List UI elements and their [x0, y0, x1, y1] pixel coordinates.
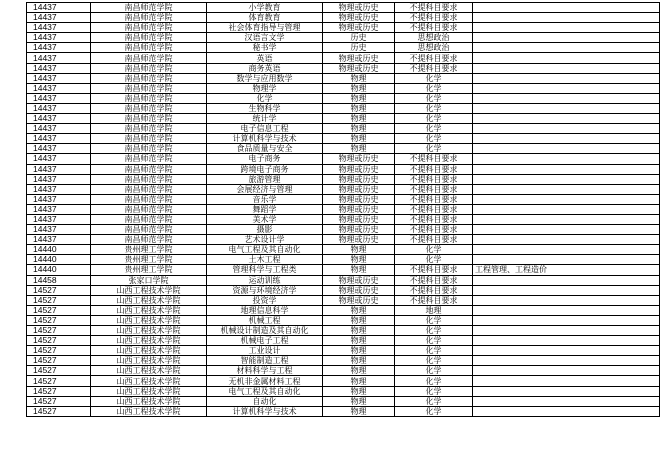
elective-requirement-cell: 不提科目要求	[395, 23, 473, 33]
elective-requirement-cell: 不提科目要求	[395, 13, 473, 23]
major-name-cell: 电气工程及其自动化	[207, 386, 323, 396]
institution-code-cell: 14437	[27, 73, 91, 83]
major-name-cell: 电气工程及其自动化	[207, 245, 323, 255]
school-name-cell: 张家口学院	[91, 275, 207, 285]
included-majors-cell	[473, 134, 660, 144]
elective-requirement-cell: 化学	[395, 346, 473, 356]
primary-subject-cell: 物理	[323, 356, 395, 366]
institution-code-cell: 14527	[27, 366, 91, 376]
institution-code-cell: 14437	[27, 225, 91, 235]
elective-requirement-cell: 化学	[395, 356, 473, 366]
school-name-cell: 山西工程技术学院	[91, 366, 207, 376]
primary-subject-cell: 物理	[323, 265, 395, 275]
table-row	[27, 204, 660, 214]
table-row	[27, 406, 660, 416]
included-majors-cell	[473, 93, 660, 103]
school-name-cell: 南昌师范学院	[91, 73, 207, 83]
major-name-cell: 计算机科学与技术	[207, 406, 323, 416]
major-name-cell: 机械工程	[207, 315, 323, 325]
elective-requirement-cell: 化学	[395, 73, 473, 83]
institution-code-cell: 14527	[27, 406, 91, 416]
institution-code-cell: 14437	[27, 33, 91, 43]
major-name-cell: 秘书学	[207, 43, 323, 53]
school-name-cell: 贵州理工学院	[91, 245, 207, 255]
included-majors-cell	[473, 33, 660, 43]
primary-subject-cell: 物理	[323, 103, 395, 113]
elective-requirement-cell: 化学	[395, 366, 473, 376]
school-name-cell: 南昌师范学院	[91, 184, 207, 194]
table-row	[27, 265, 660, 275]
major-name-cell: 土木工程	[207, 255, 323, 265]
major-name-cell: 物理学	[207, 83, 323, 93]
elective-requirement-cell: 化学	[395, 326, 473, 336]
elective-requirement-cell: 不提科目要求	[395, 225, 473, 235]
elective-requirement-cell: 不提科目要求	[395, 214, 473, 224]
school-name-cell: 南昌师范学院	[91, 225, 207, 235]
elective-requirement-cell: 思想政治	[395, 33, 473, 43]
school-name-cell: 南昌师范学院	[91, 23, 207, 33]
school-name-cell: 山西工程技术学院	[91, 336, 207, 346]
institution-code-cell: 14437	[27, 3, 91, 13]
institution-code-cell: 14437	[27, 214, 91, 224]
major-name-cell: 汉语言文学	[207, 33, 323, 43]
elective-requirement-cell: 化学	[395, 114, 473, 124]
institution-code-cell: 14527	[27, 305, 91, 315]
table-row	[27, 235, 660, 245]
major-name-cell: 体育教育	[207, 13, 323, 23]
institution-code-cell: 14437	[27, 194, 91, 204]
included-majors-cell	[473, 174, 660, 184]
major-name-cell: 电子信息工程	[207, 124, 323, 134]
institution-code-cell: 14527	[27, 295, 91, 305]
table-row	[27, 23, 660, 33]
table-row	[27, 356, 660, 366]
major-name-cell: 商务英语	[207, 63, 323, 73]
elective-requirement-cell: 化学	[395, 406, 473, 416]
included-majors-cell	[473, 43, 660, 53]
table-row	[27, 134, 660, 144]
elective-requirement-cell: 不提科目要求	[395, 194, 473, 204]
elective-requirement-cell: 化学	[395, 144, 473, 154]
elective-requirement-cell: 不提科目要求	[395, 164, 473, 174]
primary-subject-cell: 物理或历史	[323, 235, 395, 245]
institution-code-cell: 14527	[27, 315, 91, 325]
table-row	[27, 154, 660, 164]
included-majors-cell	[473, 63, 660, 73]
included-majors-cell	[473, 53, 660, 63]
primary-subject-cell: 物理或历史	[323, 275, 395, 285]
primary-subject-cell: 物理	[323, 144, 395, 154]
major-name-cell: 统计学	[207, 114, 323, 124]
primary-subject-cell: 物理	[323, 346, 395, 356]
primary-subject-cell: 物理	[323, 134, 395, 144]
school-name-cell: 山西工程技术学院	[91, 396, 207, 406]
included-majors-cell	[473, 366, 660, 376]
major-name-cell: 管理科学与工程类	[207, 265, 323, 275]
primary-subject-cell: 物理或历史	[323, 225, 395, 235]
school-name-cell: 南昌师范学院	[91, 214, 207, 224]
elective-requirement-cell: 化学	[395, 134, 473, 144]
school-name-cell: 山西工程技术学院	[91, 295, 207, 305]
elective-requirement-cell: 化学	[395, 124, 473, 134]
major-name-cell: 会展经济与管理	[207, 184, 323, 194]
school-name-cell: 南昌师范学院	[91, 53, 207, 63]
included-majors-cell	[473, 3, 660, 13]
table-row	[27, 174, 660, 184]
institution-code-cell: 14437	[27, 43, 91, 53]
institution-code-cell: 14437	[27, 23, 91, 33]
school-name-cell: 南昌师范学院	[91, 33, 207, 43]
elective-requirement-cell: 不提科目要求	[395, 285, 473, 295]
school-name-cell: 南昌师范学院	[91, 174, 207, 184]
elective-requirement-cell: 化学	[395, 386, 473, 396]
primary-subject-cell: 物理	[323, 336, 395, 346]
institution-code-cell: 14440	[27, 245, 91, 255]
table-row	[27, 336, 660, 346]
elective-requirement-cell: 化学	[395, 336, 473, 346]
table-row	[27, 13, 660, 23]
table-row	[27, 184, 660, 194]
major-name-cell: 旅游管理	[207, 174, 323, 184]
table-row	[27, 93, 660, 103]
included-majors-cell	[473, 164, 660, 174]
major-name-cell: 美术学	[207, 214, 323, 224]
school-name-cell: 南昌师范学院	[91, 144, 207, 154]
table-row	[27, 315, 660, 325]
major-name-cell: 运动训练	[207, 275, 323, 285]
table-row	[27, 114, 660, 124]
primary-subject-cell: 物理	[323, 376, 395, 386]
institution-code-cell: 14437	[27, 184, 91, 194]
elective-requirement-cell: 化学	[395, 245, 473, 255]
school-name-cell: 南昌师范学院	[91, 235, 207, 245]
table-row	[27, 366, 660, 376]
institution-code-cell: 14437	[27, 63, 91, 73]
table-body	[27, 3, 660, 417]
table-row	[27, 144, 660, 154]
primary-subject-cell: 物理或历史	[323, 63, 395, 73]
institution-code-cell: 14437	[27, 154, 91, 164]
school-name-cell: 南昌师范学院	[91, 124, 207, 134]
included-majors-cell	[473, 225, 660, 235]
primary-subject-cell: 物理或历史	[323, 154, 395, 164]
major-name-cell: 地理信息科学	[207, 305, 323, 315]
institution-code-cell: 14458	[27, 275, 91, 285]
elective-requirement-cell: 思想政治	[395, 43, 473, 53]
primary-subject-cell: 物理	[323, 305, 395, 315]
primary-subject-cell: 物理或历史	[323, 23, 395, 33]
school-name-cell: 山西工程技术学院	[91, 406, 207, 416]
primary-subject-cell: 历史	[323, 43, 395, 53]
included-majors-cell	[473, 295, 660, 305]
major-name-cell: 智能制造工程	[207, 356, 323, 366]
school-name-cell: 南昌师范学院	[91, 3, 207, 13]
included-majors-cell	[473, 124, 660, 134]
included-majors-cell	[473, 235, 660, 245]
elective-requirement-cell: 化学	[395, 83, 473, 93]
included-majors-cell	[473, 194, 660, 204]
major-name-cell: 材料科学与工程	[207, 366, 323, 376]
table-row	[27, 225, 660, 235]
major-name-cell: 小学教育	[207, 3, 323, 13]
major-name-cell: 电子商务	[207, 154, 323, 164]
institution-code-cell: 14437	[27, 235, 91, 245]
table-row	[27, 83, 660, 93]
table-row	[27, 214, 660, 224]
elective-requirement-cell: 不提科目要求	[395, 204, 473, 214]
institution-code-cell: 14527	[27, 336, 91, 346]
primary-subject-cell: 物理	[323, 326, 395, 336]
included-majors-cell	[473, 23, 660, 33]
primary-subject-cell: 物理或历史	[323, 164, 395, 174]
major-name-cell: 生物科学	[207, 103, 323, 113]
major-name-cell: 艺术设计学	[207, 235, 323, 245]
included-majors-cell	[473, 396, 660, 406]
elective-requirement-cell: 不提科目要求	[395, 63, 473, 73]
school-name-cell: 南昌师范学院	[91, 13, 207, 23]
institution-code-cell: 14437	[27, 83, 91, 93]
table-row	[27, 124, 660, 134]
elective-requirement-cell: 不提科目要求	[395, 53, 473, 63]
institution-code-cell: 14437	[27, 103, 91, 113]
institution-code-cell: 14437	[27, 174, 91, 184]
institution-code-cell: 14437	[27, 134, 91, 144]
school-name-cell: 山西工程技术学院	[91, 346, 207, 356]
included-majors-cell	[473, 114, 660, 124]
table-row	[27, 346, 660, 356]
elective-requirement-cell: 不提科目要求	[395, 235, 473, 245]
primary-subject-cell: 物理或历史	[323, 174, 395, 184]
table-row	[27, 194, 660, 204]
table-row	[27, 275, 660, 285]
school-name-cell: 南昌师范学院	[91, 63, 207, 73]
school-name-cell: 南昌师范学院	[91, 204, 207, 214]
school-name-cell: 山西工程技术学院	[91, 386, 207, 396]
included-majors-cell	[473, 356, 660, 366]
table-row	[27, 43, 660, 53]
table-row	[27, 305, 660, 315]
institution-code-cell: 14527	[27, 285, 91, 295]
major-name-cell: 数学与应用数学	[207, 73, 323, 83]
primary-subject-cell: 历史	[323, 33, 395, 43]
included-majors-cell	[473, 315, 660, 325]
primary-subject-cell: 物理或历史	[323, 204, 395, 214]
included-majors-cell	[473, 305, 660, 315]
elective-requirement-cell: 不提科目要求	[395, 295, 473, 305]
major-name-cell: 机械设计制造及其自动化	[207, 326, 323, 336]
institution-code-cell: 14527	[27, 356, 91, 366]
institution-code-cell: 14437	[27, 164, 91, 174]
table-row	[27, 103, 660, 113]
included-majors-cell	[473, 275, 660, 285]
table-row	[27, 164, 660, 174]
elective-requirement-cell: 化学	[395, 376, 473, 386]
institution-code-cell: 14527	[27, 376, 91, 386]
included-majors-cell	[473, 406, 660, 416]
major-name-cell: 自动化	[207, 396, 323, 406]
elective-requirement-cell: 化学	[395, 103, 473, 113]
major-name-cell: 舞蹈学	[207, 204, 323, 214]
table-row	[27, 326, 660, 336]
school-name-cell: 山西工程技术学院	[91, 356, 207, 366]
included-majors-cell	[473, 214, 660, 224]
primary-subject-cell: 物理或历史	[323, 295, 395, 305]
school-name-cell: 南昌师范学院	[91, 103, 207, 113]
elective-requirement-cell: 不提科目要求	[395, 184, 473, 194]
school-name-cell: 南昌师范学院	[91, 194, 207, 204]
included-majors-cell	[473, 326, 660, 336]
table-row	[27, 376, 660, 386]
table-row	[27, 255, 660, 265]
school-name-cell: 南昌师范学院	[91, 43, 207, 53]
primary-subject-cell: 物理	[323, 255, 395, 265]
major-name-cell: 跨境电子商务	[207, 164, 323, 174]
institution-code-cell: 14440	[27, 265, 91, 275]
table-row	[27, 285, 660, 295]
table-row	[27, 63, 660, 73]
institution-code-cell: 14437	[27, 13, 91, 23]
primary-subject-cell: 物理或历史	[323, 194, 395, 204]
table-row	[27, 245, 660, 255]
primary-subject-cell: 物理	[323, 124, 395, 134]
major-name-cell: 音乐学	[207, 194, 323, 204]
included-majors-cell	[473, 154, 660, 164]
major-name-cell: 无机非金属材料工程	[207, 376, 323, 386]
primary-subject-cell: 物理	[323, 386, 395, 396]
institution-code-cell: 14527	[27, 386, 91, 396]
primary-subject-cell: 物理	[323, 245, 395, 255]
elective-requirement-cell: 不提科目要求	[395, 265, 473, 275]
institution-code-cell: 14437	[27, 204, 91, 214]
institution-code-cell: 14437	[27, 93, 91, 103]
major-name-cell: 资源与环境经济学	[207, 285, 323, 295]
included-majors-cell	[473, 144, 660, 154]
primary-subject-cell: 物理	[323, 83, 395, 93]
table-row	[27, 386, 660, 396]
elective-requirement-cell: 不提科目要求	[395, 174, 473, 184]
included-majors-cell	[473, 255, 660, 265]
table-row	[27, 33, 660, 43]
primary-subject-cell: 物理或历史	[323, 3, 395, 13]
elective-requirement-cell: 化学	[395, 396, 473, 406]
school-name-cell: 南昌师范学院	[91, 134, 207, 144]
elective-requirement-cell: 化学	[395, 93, 473, 103]
primary-subject-cell: 物理或历史	[323, 285, 395, 295]
included-majors-cell	[473, 285, 660, 295]
primary-subject-cell: 物理	[323, 73, 395, 83]
table-row	[27, 396, 660, 406]
school-name-cell: 山西工程技术学院	[91, 305, 207, 315]
table-row	[27, 295, 660, 305]
included-majors-cell	[473, 204, 660, 214]
primary-subject-cell: 物理	[323, 315, 395, 325]
elective-requirement-cell: 地理	[395, 305, 473, 315]
table-row	[27, 53, 660, 63]
institution-code-cell: 14437	[27, 144, 91, 154]
primary-subject-cell: 物理	[323, 396, 395, 406]
primary-subject-cell: 物理	[323, 93, 395, 103]
primary-subject-cell: 物理或历史	[323, 214, 395, 224]
major-name-cell: 工业设计	[207, 346, 323, 356]
subject-requirements-table	[26, 2, 660, 417]
major-name-cell: 化学	[207, 93, 323, 103]
institution-code-cell: 14437	[27, 114, 91, 124]
included-majors-cell	[473, 245, 660, 255]
primary-subject-cell: 物理	[323, 406, 395, 416]
included-majors-cell	[473, 184, 660, 194]
school-name-cell: 南昌师范学院	[91, 83, 207, 93]
primary-subject-cell: 物理	[323, 366, 395, 376]
elective-requirement-cell: 化学	[395, 255, 473, 265]
school-name-cell: 山西工程技术学院	[91, 376, 207, 386]
institution-code-cell: 14527	[27, 326, 91, 336]
institution-code-cell: 14527	[27, 346, 91, 356]
primary-subject-cell: 物理或历史	[323, 184, 395, 194]
school-name-cell: 山西工程技术学院	[91, 315, 207, 325]
elective-requirement-cell: 化学	[395, 315, 473, 325]
major-name-cell: 计算机科学与技术	[207, 134, 323, 144]
included-majors-cell	[473, 73, 660, 83]
major-name-cell: 摄影	[207, 225, 323, 235]
school-name-cell: 贵州理工学院	[91, 255, 207, 265]
institution-code-cell: 14437	[27, 53, 91, 63]
institution-code-cell: 14440	[27, 255, 91, 265]
elective-requirement-cell: 不提科目要求	[395, 275, 473, 285]
included-majors-cell	[473, 13, 660, 23]
table-row	[27, 73, 660, 83]
school-name-cell: 山西工程技术学院	[91, 326, 207, 336]
included-majors-cell	[473, 386, 660, 396]
major-name-cell: 食品质量与安全	[207, 144, 323, 154]
school-name-cell: 南昌师范学院	[91, 164, 207, 174]
school-name-cell: 山西工程技术学院	[91, 285, 207, 295]
major-name-cell: 机械电子工程	[207, 336, 323, 346]
included-majors-cell	[473, 376, 660, 386]
major-name-cell: 投资学	[207, 295, 323, 305]
primary-subject-cell: 物理或历史	[323, 13, 395, 23]
included-majors-cell: 工程管理、工程造价	[473, 265, 660, 275]
primary-subject-cell: 物理或历史	[323, 53, 395, 63]
institution-code-cell: 14527	[27, 396, 91, 406]
included-majors-cell	[473, 336, 660, 346]
major-name-cell: 社会体育指导与管理	[207, 23, 323, 33]
school-name-cell: 贵州理工学院	[91, 265, 207, 275]
primary-subject-cell: 物理	[323, 114, 395, 124]
included-majors-cell	[473, 83, 660, 93]
included-majors-cell	[473, 346, 660, 356]
major-name-cell: 英语	[207, 53, 323, 63]
elective-requirement-cell: 不提科目要求	[395, 154, 473, 164]
table-row	[27, 3, 660, 13]
included-majors-cell	[473, 103, 660, 113]
institution-code-cell: 14437	[27, 124, 91, 134]
school-name-cell: 南昌师范学院	[91, 154, 207, 164]
elective-requirement-cell: 不提科目要求	[395, 3, 473, 13]
school-name-cell: 南昌师范学院	[91, 114, 207, 124]
school-name-cell: 南昌师范学院	[91, 93, 207, 103]
